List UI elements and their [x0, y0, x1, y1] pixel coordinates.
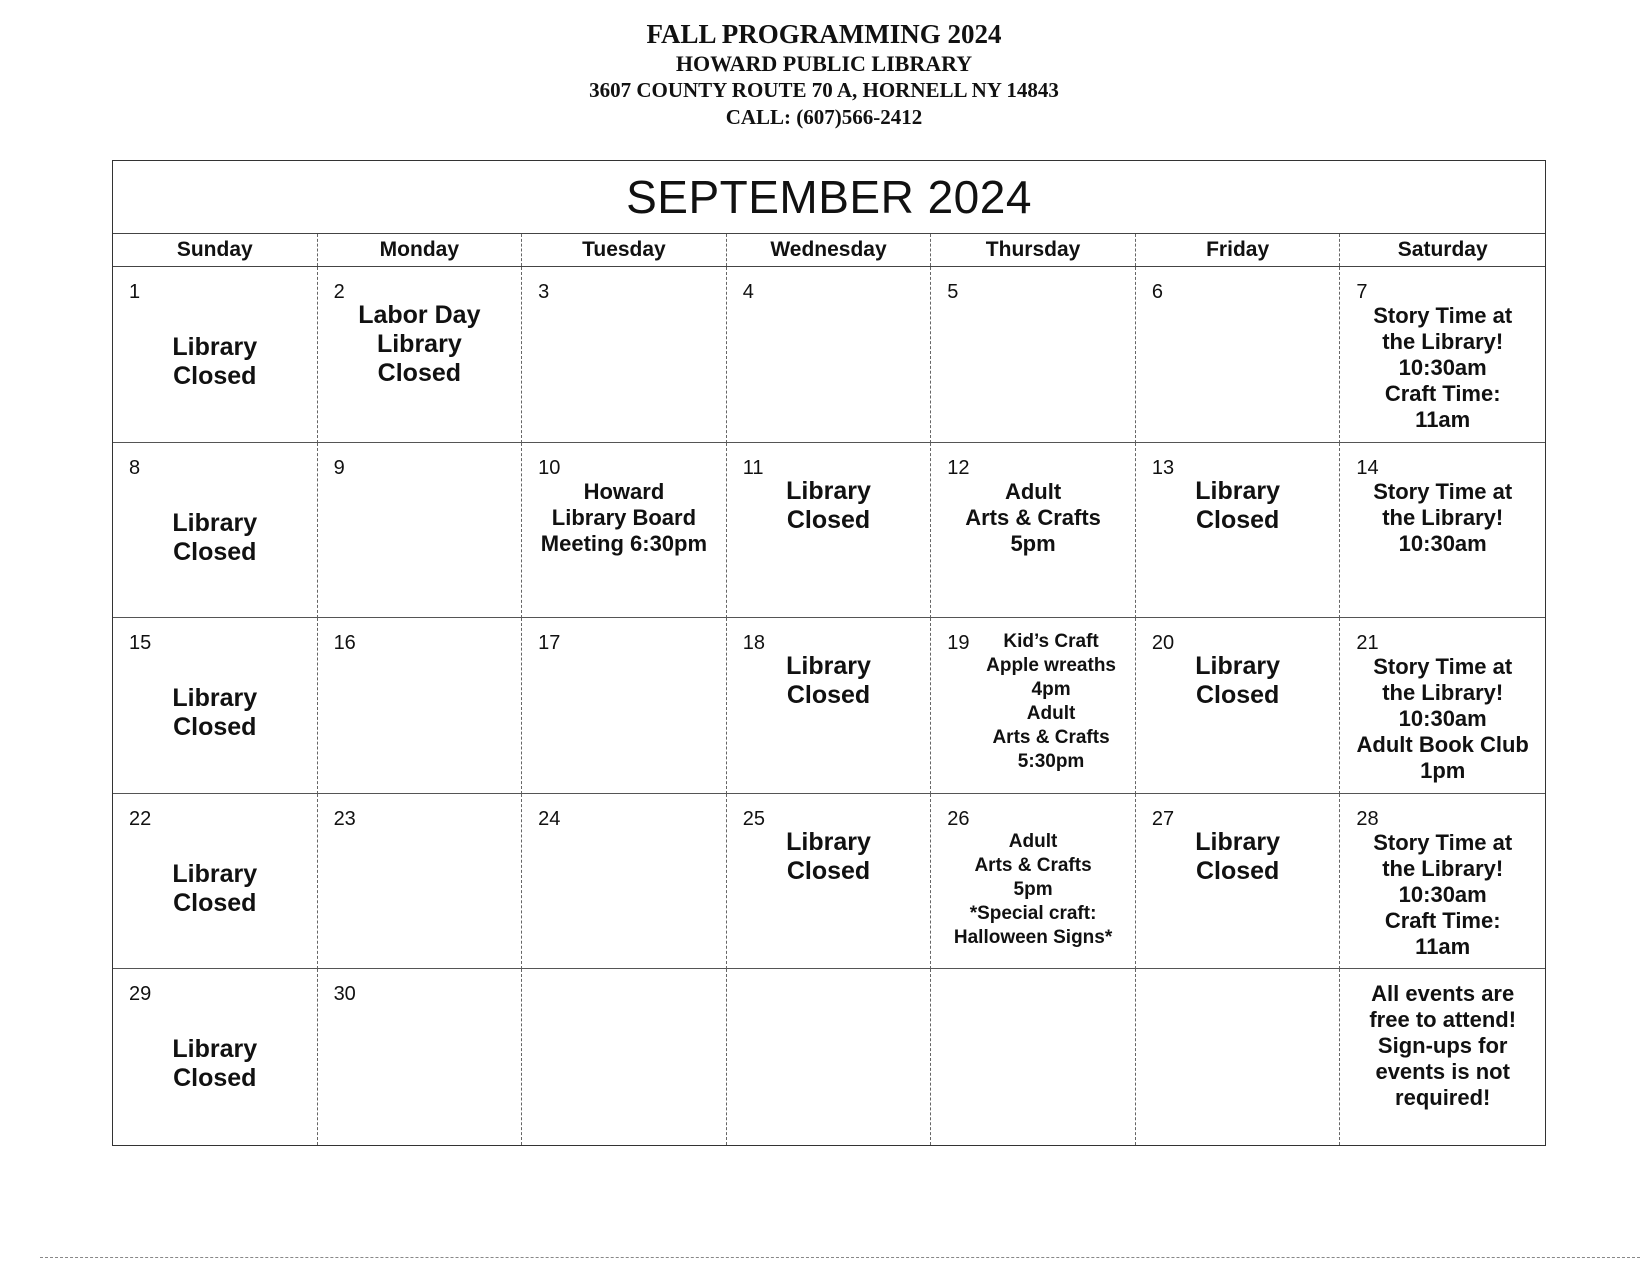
- day-cell: [113, 794, 318, 970]
- day-cell: [113, 443, 318, 619]
- day-number: 19: [947, 632, 970, 655]
- events-notice: All events are free to attend! Sign-ups for events is not required!: [1369, 981, 1517, 1111]
- weekday-wednesday: Wednesday: [727, 234, 932, 266]
- day-number: 1: [129, 281, 141, 303]
- day-cell: [1136, 969, 1341, 1145]
- calendar-grid: [113, 267, 1545, 1145]
- library-phone: CALL: (607)566-2412: [725, 105, 923, 129]
- day-cell: [1340, 618, 1545, 794]
- day-number: 11: [742, 456, 764, 479]
- day-number: 26: [947, 807, 970, 830]
- day-cell: [318, 794, 523, 970]
- page-header: [0, 18, 1648, 131]
- day-event: Library Closed: [786, 476, 871, 534]
- calendar-month-title: SEPTEMBER 2024: [113, 161, 1545, 234]
- day-number: 12: [947, 456, 970, 479]
- day-event: Library Closed: [172, 333, 258, 390]
- day-cell: [113, 618, 318, 794]
- day-number: 17: [538, 632, 561, 655]
- day-cell: [1340, 794, 1545, 970]
- day-event: Library Closed: [172, 1035, 258, 1093]
- day-cell: [727, 618, 932, 794]
- weekday-tuesday: Tuesday: [522, 234, 727, 266]
- day-event: Story Time at the Library! 10:30am Adult Book Club 1pm: [1356, 654, 1529, 784]
- day-cell: [931, 794, 1136, 970]
- program-title: FALL PROGRAMMING 2024: [646, 19, 1002, 49]
- day-number: 28: [1356, 807, 1379, 830]
- day-number: 21: [1356, 632, 1379, 655]
- day-number: 2: [333, 281, 345, 303]
- day-event: Kid’s Craft Apple wreaths 4pm Adult Arts & Crafts 5:30pm: [986, 631, 1116, 773]
- day-number: 6: [1151, 281, 1163, 303]
- day-cell: [727, 267, 932, 443]
- day-event: Story Time at the Library! 10:30am: [1373, 478, 1513, 556]
- weekday-friday: Friday: [1136, 234, 1341, 266]
- day-number: 23: [333, 807, 356, 830]
- day-number: 8: [129, 456, 141, 479]
- day-cell: [1136, 443, 1341, 619]
- day-number: 18: [742, 632, 765, 655]
- day-event: Story Time at the Library! 10:30am Craft Time: 11am: [1373, 829, 1513, 959]
- day-cell: [727, 969, 932, 1145]
- day-cell: [522, 267, 727, 443]
- day-cell: [1340, 267, 1545, 443]
- day-cell: [522, 618, 727, 794]
- day-event: Library Closed: [1195, 476, 1281, 534]
- day-cell: [727, 794, 932, 970]
- day-cell: [931, 618, 1136, 794]
- day-number: 30: [333, 983, 356, 1006]
- day-number: 14: [1356, 456, 1379, 479]
- weekday-monday: Monday: [318, 234, 523, 266]
- day-cell: [318, 443, 523, 619]
- day-cell: [318, 267, 523, 443]
- day-number: 24: [538, 807, 561, 830]
- day-cell: [1136, 794, 1341, 970]
- weekday-header-row: [113, 234, 1545, 267]
- day-event: Howard Library Board Meeting 6:30pm: [540, 478, 708, 556]
- day-number: 13: [1151, 456, 1175, 479]
- calendar: [112, 160, 1546, 1146]
- day-cell: [931, 969, 1136, 1145]
- day-cell: [1340, 443, 1545, 619]
- day-number: 10: [538, 456, 561, 479]
- day-cell: [931, 267, 1136, 443]
- day-cell: [318, 618, 523, 794]
- day-cell: [522, 794, 727, 970]
- day-number: 29: [129, 983, 152, 1006]
- day-cell: [522, 443, 727, 619]
- day-event: Library Closed: [1195, 652, 1281, 710]
- day-event: Library Closed: [172, 859, 258, 917]
- day-cell: [318, 969, 523, 1145]
- day-event: Library Closed: [786, 652, 871, 710]
- day-event: Library Closed: [172, 508, 258, 566]
- weekday-thursday: Thursday: [931, 234, 1136, 266]
- day-number: 27: [1151, 807, 1175, 830]
- day-number: 16: [333, 632, 356, 655]
- day-event: Labor Day Library Closed: [358, 301, 481, 387]
- day-event: Story Time at the Library! 10:30am Craft Time: 11am: [1373, 303, 1513, 432]
- weekday-sunday: Sunday: [113, 234, 318, 266]
- day-number: 20: [1151, 632, 1175, 655]
- day-cell: [522, 969, 727, 1145]
- day-number: 4: [742, 281, 754, 303]
- day-event: Adult Arts & Crafts 5pm *Special craft: Halloween Signs*: [953, 830, 1113, 948]
- day-cell: [113, 969, 318, 1145]
- day-cell: [1136, 267, 1341, 443]
- weekday-saturday: Saturday: [1397, 238, 1488, 261]
- library-name: HOWARD PUBLIC LIBRARY: [675, 51, 973, 76]
- day-event: Adult Arts & Crafts 5pm: [965, 478, 1101, 556]
- library-address: 3607 COUNTY ROUTE 70 A, HORNELL NY 14843: [589, 78, 1059, 102]
- day-cell: [727, 443, 932, 619]
- day-number: 5: [947, 281, 959, 303]
- day-number: 25: [742, 807, 765, 830]
- day-cell: [931, 443, 1136, 619]
- day-number: 9: [333, 456, 345, 479]
- day-event: Library Closed: [172, 684, 258, 742]
- day-event: Library Closed: [1195, 827, 1281, 885]
- day-cell: [1136, 618, 1341, 794]
- page-divider: [40, 1257, 1640, 1258]
- day-number: 7: [1356, 281, 1368, 303]
- day-cell: [113, 267, 318, 443]
- day-cell: [1340, 969, 1545, 1145]
- day-number: 22: [129, 807, 152, 830]
- day-number: 15: [129, 632, 152, 655]
- day-number: 3: [538, 281, 550, 303]
- day-event: Library Closed: [786, 827, 871, 885]
